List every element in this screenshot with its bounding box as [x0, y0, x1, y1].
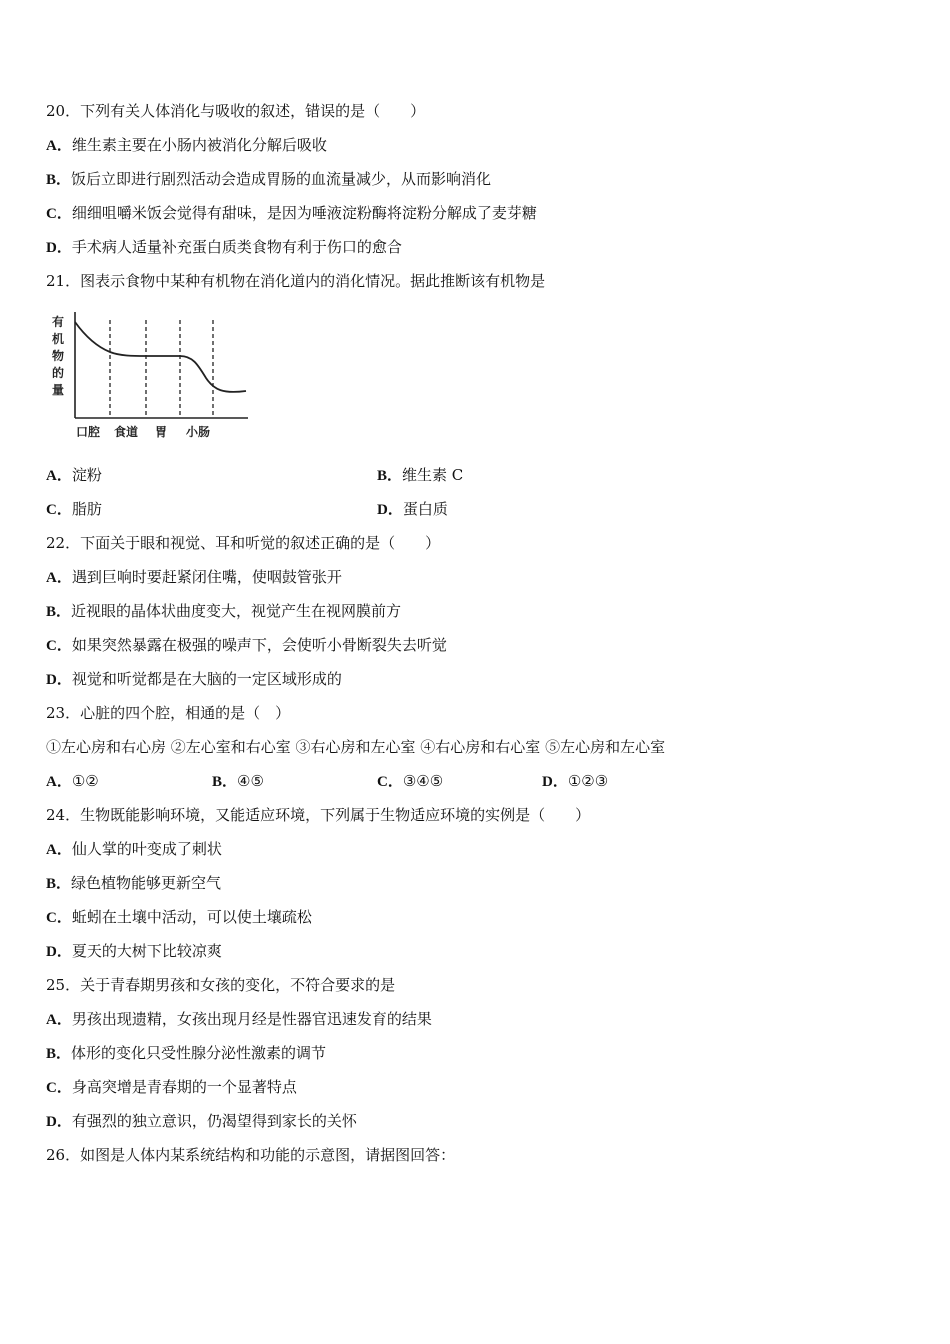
- q23-option-b: B．④⑤: [212, 772, 264, 790]
- q21-option-b: B．维生素 C: [377, 466, 464, 484]
- q21-stem: 21．图表示食物中某种有机物在消化道内的消化情况。据此推断该有机物是: [46, 272, 546, 290]
- q22-option-d: D．视觉和听觉都是在大脑的一定区域形成的: [46, 670, 342, 688]
- q20-option-a: A．维生素主要在小肠内被消化分解后吸收: [46, 136, 327, 154]
- q23-items: ①左心房和右心房 ②左心室和右心室 ③右心房和左心室 ④右心房和右心室 ⑤左心房和左心室: [46, 738, 666, 756]
- x-label-stomach: 胃: [155, 425, 168, 439]
- q21-option-d: D．蛋白质: [377, 500, 448, 518]
- x-label-small-intestine: 小肠: [186, 425, 211, 439]
- q25-option-a: A．男孩出现遗精，女孩出现月经是性器官迅速发育的结果: [46, 1010, 432, 1028]
- q26-stem: 26．如图是人体内某系统结构和功能的示意图，请据图回答：: [46, 1146, 456, 1164]
- q24-option-d: D．夏天的大树下比较凉爽: [46, 942, 222, 960]
- q21-option-c: C．脂肪: [46, 500, 102, 518]
- q24-option-b: B．绿色植物能够更新空气: [46, 874, 222, 892]
- y-label-char-2: 机: [52, 332, 65, 346]
- q20-stem: 20．下列有关人体消化与吸收的叙述，错误的是（ ）: [46, 102, 426, 120]
- y-label-char-4: 的: [52, 366, 65, 380]
- q20-option-c: C．细细咀嚼米饭会觉得有甜味，是因为唾液淀粉酶将淀粉分解成了麦芽糖: [46, 204, 537, 222]
- organic-matter-curve: [75, 322, 246, 392]
- q22-option-c: C．如果突然暴露在极强的噪声下，会使听小骨断裂失去听觉: [46, 636, 447, 654]
- q25-option-b: B．体形的变化只受性腺分泌性激素的调节: [46, 1044, 327, 1062]
- q24-option-c: C．蚯蚓在土壤中活动，可以使土壤疏松: [46, 908, 312, 926]
- q24-option-a: A．仙人掌的叶变成了刺状: [46, 840, 222, 858]
- y-label-char-5: 量: [52, 383, 65, 397]
- q24-stem: 24．生物既能影响环境，又能适应环境，下列属于生物适应环境的实例是（ ）: [46, 806, 591, 824]
- q22-option-b: B．近视眼的晶体状曲度变大，视觉产生在视网膜前方: [46, 602, 402, 620]
- q23-stem: 23．心脏的四个腔，相通的是（ ）: [46, 704, 291, 722]
- y-label-char-1: 有: [52, 315, 65, 329]
- q23-option-c: C．③④⑤: [377, 772, 444, 790]
- x-label-mouth: 口腔: [76, 425, 101, 439]
- q25-option-d: D．有强烈的独立意识，仍渴望得到家长的关怀: [46, 1112, 357, 1130]
- q20-option-b: B．饭后立即进行剧烈活动会造成胃肠的血流量减少，从而影响消化: [46, 170, 492, 188]
- q21-option-a: A．淀粉: [46, 466, 102, 484]
- q20-option-d: D．手术病人适量补充蛋白质类食物有利于伤口的愈合: [46, 238, 402, 256]
- q23-option-a: A．①②: [46, 772, 99, 790]
- q25-stem: 25．关于青春期男孩和女孩的变化，不符合要求的是: [46, 976, 396, 994]
- q23-option-d: D．①②③: [542, 772, 609, 790]
- q25-option-c: C．身高突增是青春期的一个显著特点: [46, 1078, 297, 1096]
- x-label-esophagus: 食道: [114, 425, 139, 439]
- q22-stem: 22．下面关于眼和视觉、耳和听觉的叙述正确的是（ ）: [46, 534, 441, 552]
- digestion-curve-figure: [48, 310, 258, 445]
- q22-option-a: A．遇到巨响时要赶紧闭住嘴，使咽鼓管张开: [46, 568, 342, 586]
- y-label-char-3: 物: [52, 349, 65, 363]
